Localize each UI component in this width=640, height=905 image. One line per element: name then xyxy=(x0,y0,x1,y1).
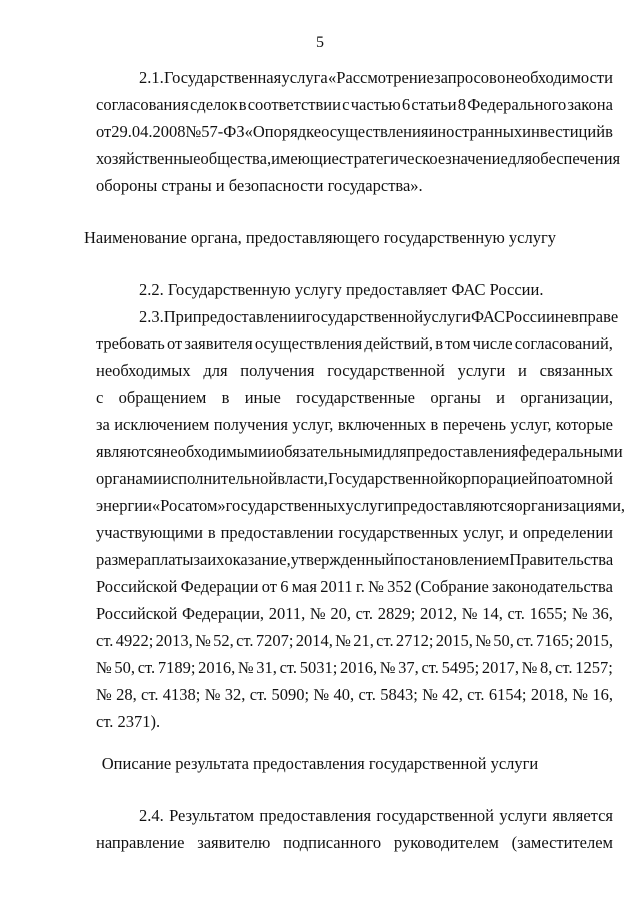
word: являются xyxy=(96,442,162,461)
word: 52, xyxy=(213,631,234,650)
word: предоставляются xyxy=(393,496,515,515)
word: инвестиций xyxy=(522,122,606,141)
section-2-1-line xyxy=(96,95,613,115)
word: организациями, xyxy=(514,496,626,515)
word: для xyxy=(382,442,407,461)
section-2-3-line xyxy=(139,307,619,327)
word: 50, xyxy=(493,631,514,650)
word: государственных xyxy=(338,523,459,542)
word: стратегическое xyxy=(338,149,446,168)
word: 5843; xyxy=(380,685,418,704)
word: № xyxy=(96,685,112,704)
word: Государственная xyxy=(164,68,282,87)
word: государственных xyxy=(225,496,346,515)
word: согласования xyxy=(96,95,189,114)
word: 50, xyxy=(114,658,136,677)
word: ст. xyxy=(516,631,534,650)
word: ст. xyxy=(555,658,573,677)
section-2-3-line xyxy=(96,388,613,408)
word: 21, xyxy=(353,631,374,650)
word: услуги xyxy=(499,806,548,825)
word: от xyxy=(166,334,183,353)
word: (Собрание xyxy=(415,577,489,596)
word: № xyxy=(309,604,326,623)
word: 6154; xyxy=(488,685,527,704)
word: ст. xyxy=(507,604,525,623)
word: иные xyxy=(244,388,281,407)
word: общества, xyxy=(200,149,272,168)
word: и xyxy=(496,388,505,407)
word: 2014, xyxy=(295,631,333,650)
word: в xyxy=(221,388,230,407)
word: осуществления xyxy=(321,122,429,141)
word: ст. xyxy=(279,658,298,677)
word: в xyxy=(238,95,247,114)
word: обязательными xyxy=(275,442,383,461)
word: постановлением xyxy=(394,550,510,569)
word: мая xyxy=(291,577,317,596)
word: ст. xyxy=(376,631,394,650)
word: органы xyxy=(430,388,481,407)
word: «Росатом» xyxy=(151,496,226,515)
word: ст. xyxy=(141,685,159,704)
word: 37, xyxy=(398,658,419,677)
word: не xyxy=(554,307,571,326)
word: 1655; xyxy=(529,604,568,623)
section-2-3-line xyxy=(96,415,613,435)
word: 31, xyxy=(256,658,277,677)
word: 7189; xyxy=(157,658,196,677)
word: и xyxy=(384,496,394,515)
word: иностранных xyxy=(428,122,523,141)
section-2-3-line xyxy=(96,496,626,516)
word: Государственной xyxy=(327,469,448,488)
word: является xyxy=(552,806,613,825)
word: для xyxy=(203,361,228,380)
section-2-3-line: ст. 2371). xyxy=(96,712,161,731)
word: государственные xyxy=(296,388,416,407)
word: 57-ФЗ xyxy=(201,122,245,141)
section-2-1-line xyxy=(139,68,613,88)
word: в xyxy=(430,415,439,434)
word: определении xyxy=(522,523,613,542)
word: по xyxy=(537,469,555,488)
word: исполнительной xyxy=(162,469,278,488)
word: 2712; xyxy=(395,631,434,650)
word: услуг, xyxy=(463,523,505,542)
word: 7207; xyxy=(255,631,294,650)
word: г. xyxy=(355,577,365,596)
word: № xyxy=(521,658,538,677)
word: № xyxy=(204,685,221,704)
section-2-3-line xyxy=(96,631,613,651)
word: о xyxy=(497,68,506,87)
word: их xyxy=(207,550,225,569)
section-2-4-line xyxy=(139,806,613,826)
word: 2.1. xyxy=(139,68,164,87)
word: для xyxy=(507,149,533,168)
word: и xyxy=(267,442,276,461)
word: от xyxy=(96,122,112,141)
word: необходимых xyxy=(96,361,191,380)
word: 29.04.2008 xyxy=(111,122,186,141)
word: обеспечения xyxy=(532,149,621,168)
section-2-3-line xyxy=(96,361,613,381)
word: и xyxy=(518,361,527,380)
word: и xyxy=(509,523,518,542)
word: участвующими xyxy=(96,523,204,542)
word: 6 xyxy=(280,577,289,596)
word: закона xyxy=(567,95,613,114)
word: утвержденный xyxy=(290,550,395,569)
section-2-3-line xyxy=(96,334,613,354)
word: предоставлении xyxy=(192,307,306,326)
word: Федерации, xyxy=(182,604,265,623)
word: сделок xyxy=(189,95,238,114)
section-2-1-line: обороны страны и безопасности государства». xyxy=(96,176,423,195)
word: 2011, xyxy=(268,604,306,623)
word: ст. xyxy=(96,631,114,650)
word: (заместителем xyxy=(511,833,613,852)
word: № xyxy=(185,122,202,141)
word: в xyxy=(207,523,216,542)
word: 28, xyxy=(116,685,137,704)
word: имеющие xyxy=(271,149,339,168)
word: ст. xyxy=(467,685,485,704)
word: в xyxy=(605,122,613,141)
word: которые xyxy=(555,415,613,434)
word: предоставлении xyxy=(220,523,334,542)
word: 20, xyxy=(330,604,351,623)
word: При xyxy=(163,307,193,326)
word: № xyxy=(96,658,112,677)
word: 5031; xyxy=(299,658,338,677)
word: ст. xyxy=(236,631,254,650)
word: № xyxy=(379,658,396,677)
word: 2.4. xyxy=(139,806,164,825)
word: 7165; xyxy=(535,631,574,650)
word: № xyxy=(571,604,588,623)
word: порядке xyxy=(264,122,322,141)
word: ФАС xyxy=(470,307,506,326)
word: 2017, xyxy=(481,658,519,677)
word: 2013, xyxy=(155,631,193,650)
word: организации, xyxy=(520,388,613,407)
word: России xyxy=(505,307,555,326)
word: № xyxy=(572,685,589,704)
word: № xyxy=(313,685,330,704)
word: получения xyxy=(213,415,288,434)
section-2-3-line xyxy=(96,550,613,570)
word: предоставления xyxy=(259,806,372,825)
word: 8 xyxy=(457,95,467,114)
word: 2016, xyxy=(339,658,378,677)
word: ст. xyxy=(421,658,439,677)
word: 352 xyxy=(387,577,412,596)
word: 2011 xyxy=(320,577,353,596)
word: государственной xyxy=(376,806,495,825)
word: 2012, xyxy=(420,604,458,623)
word: услуги xyxy=(457,361,506,380)
heading-authority: Наименование органа, предоставляющего государственную услугу xyxy=(84,228,556,247)
word: № xyxy=(475,631,491,650)
word: 2018, xyxy=(530,685,568,704)
word: услуг, xyxy=(510,415,552,434)
word: Результатом xyxy=(169,806,255,825)
word: перечень xyxy=(442,415,507,434)
word: предоставления xyxy=(406,442,519,461)
word: ст. xyxy=(249,685,268,704)
section-2-1-line xyxy=(96,149,621,169)
word: получения xyxy=(240,361,315,380)
word: руководителем xyxy=(393,833,499,852)
word: государственной xyxy=(327,361,445,380)
word: 2016, xyxy=(198,658,236,677)
word: законодательства xyxy=(492,577,613,596)
word: платы xyxy=(151,550,194,569)
section-2-3-line xyxy=(96,604,613,624)
word: соответствии xyxy=(247,95,341,114)
word: действий, xyxy=(364,334,434,353)
word: № xyxy=(335,631,351,650)
word: в xyxy=(435,334,443,353)
word: № xyxy=(195,631,211,650)
word: оказание, xyxy=(224,550,291,569)
word: корпорацией xyxy=(447,469,538,488)
word: Федерации xyxy=(180,577,259,596)
word: заявителя xyxy=(184,334,253,353)
word: с xyxy=(96,388,104,407)
word: 2015, xyxy=(435,631,473,650)
word: 14, xyxy=(482,604,503,623)
word: статьи xyxy=(411,95,457,114)
word: 42, xyxy=(442,685,463,704)
section-2-4-line xyxy=(96,833,613,853)
word: энергии xyxy=(96,496,152,515)
word: Российской xyxy=(96,577,178,596)
word: за xyxy=(193,550,208,569)
word: обращением xyxy=(118,388,207,407)
word: 5495; xyxy=(441,658,480,677)
word: № xyxy=(368,577,384,596)
word: «Рассмотрение xyxy=(327,68,434,87)
word: 6 xyxy=(401,95,411,114)
word: исключением xyxy=(114,415,210,434)
section-2-2-text: 2.2. Государственную услугу предоставляет ФАС России. xyxy=(139,280,544,299)
word: атомной xyxy=(554,469,613,488)
section-2-3-line xyxy=(96,658,613,678)
word: № xyxy=(237,658,254,677)
word: том xyxy=(445,334,471,353)
word: необходимыми xyxy=(161,442,268,461)
word: услуга xyxy=(281,68,328,87)
word: федеральными xyxy=(518,442,623,461)
word: услуги xyxy=(423,307,471,326)
section-2-3-line xyxy=(96,577,613,597)
word: 16, xyxy=(592,685,613,704)
word: 5090; xyxy=(271,685,310,704)
section-2-3-line xyxy=(96,523,613,543)
word: числе xyxy=(472,334,513,353)
word: необходимости xyxy=(505,68,613,87)
word: 32, xyxy=(224,685,246,704)
heading-result: Описание результата предоставления государственной услуги xyxy=(101,754,539,773)
word: услуг xyxy=(345,496,385,515)
word: № xyxy=(422,685,438,704)
word: ст. xyxy=(137,658,156,677)
word: 1257; xyxy=(575,658,613,677)
word: размера xyxy=(96,550,152,569)
word: согласований, xyxy=(514,334,613,353)
word: ст. xyxy=(355,604,374,623)
section-2-3-line xyxy=(96,469,613,489)
word: связанных xyxy=(539,361,613,380)
word: направление xyxy=(96,833,185,852)
word: «О xyxy=(244,122,265,141)
word: требовать xyxy=(96,334,165,353)
word: хозяйственные xyxy=(96,149,201,168)
word: № xyxy=(461,604,478,623)
word: запросов xyxy=(434,68,497,87)
word: включенных xyxy=(337,415,427,434)
word: подписанного xyxy=(283,833,382,852)
word: 2.3. xyxy=(139,307,164,326)
word: Правительства xyxy=(509,550,614,569)
word: Российской xyxy=(96,604,178,623)
word: за xyxy=(96,415,110,434)
word: 4138; xyxy=(162,685,201,704)
word: частью xyxy=(350,95,401,114)
word: 40, xyxy=(333,685,355,704)
word: власти, xyxy=(277,469,328,488)
section-2-3-line xyxy=(96,442,623,462)
word: 8, xyxy=(540,658,553,677)
word: 4922; xyxy=(115,631,154,650)
word: от xyxy=(261,577,277,596)
word: значение xyxy=(445,149,508,168)
word: осуществления xyxy=(254,334,363,353)
page-number: 5 xyxy=(316,34,324,51)
section-2-3-line xyxy=(96,685,613,705)
word: заявителю xyxy=(197,833,271,852)
word: ст. xyxy=(358,685,376,704)
word: органами xyxy=(96,469,163,488)
word: 36, xyxy=(592,604,613,623)
word: с xyxy=(342,95,350,114)
word: государственной xyxy=(305,307,424,326)
word: 2015, xyxy=(575,631,613,650)
word: 2829; xyxy=(377,604,416,623)
word: Федерального xyxy=(467,95,567,114)
word: вправе xyxy=(570,307,619,326)
section-2-1-line xyxy=(96,122,613,142)
word: услуг, xyxy=(292,415,334,434)
